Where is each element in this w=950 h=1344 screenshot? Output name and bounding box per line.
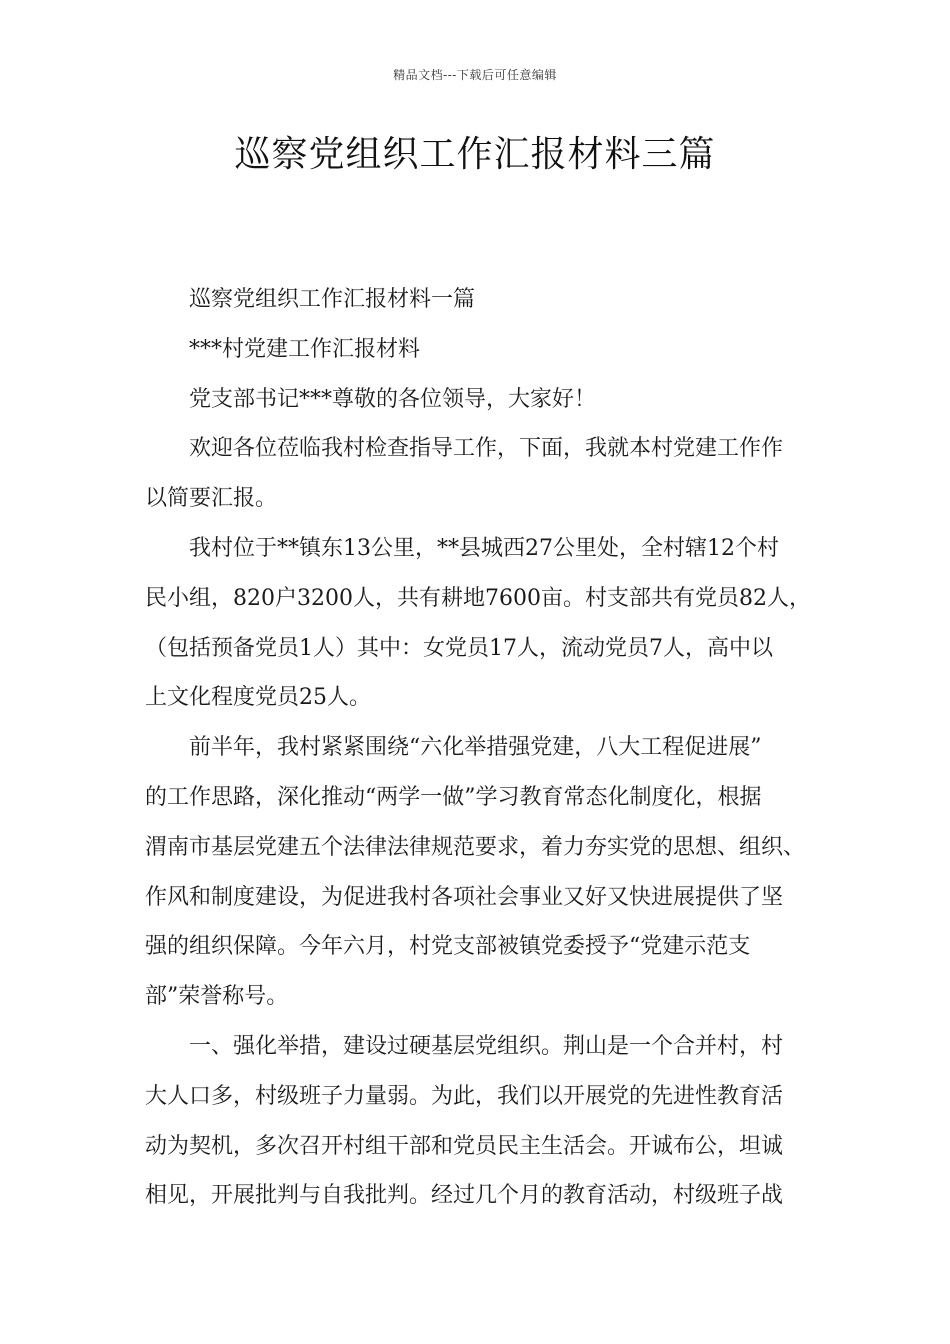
body-line: 前半年，我村紧紧围绕“六化举措强党建，八大工程促进展” <box>189 735 762 761</box>
body-line: 部”荣誉称号。 <box>145 984 289 1010</box>
body-line: 动为契机，多次召开村组干部和党员民主生活会。开诚布公，坦诚 <box>145 1133 784 1159</box>
body-line: 民小组，820户3200人，共有耕地7600亩。村支部共有党员82人， <box>145 585 811 611</box>
document-body <box>145 280 810 1226</box>
body-line: 一、强化举措，建设过硬基层党组织。荆山是一个合并村，村 <box>189 1033 784 1059</box>
document-title: 巡察党组织工作汇报材料三篇 <box>234 134 716 175</box>
body-line: 上文化程度党员25人。 <box>145 685 371 711</box>
body-line: （包括预备党员1人）其中：女党员17人，流动党员7人，高中以 <box>145 635 773 661</box>
body-line: 的工作思路，深化推动“两学一做”学习教育常态化制度化，根据 <box>145 784 762 810</box>
body-line: 渭南市基层党建五个法律法律规范要求，着力夯实党的思想、组织、 <box>145 834 806 860</box>
header-note: 精品文档---下载后可任意编辑 <box>393 68 557 82</box>
body-line: 以简要汇报。 <box>145 486 278 512</box>
body-line: 巡察党组织工作汇报材料一篇 <box>189 287 476 312</box>
body-line: ***村党建工作汇报材料 <box>189 336 421 362</box>
body-line: 相见，开展批判与自我批判。经过几个月的教育活动，村级班子战 <box>145 1183 784 1209</box>
body-line: 党支部书记***尊敬的各位领导，大家好！ <box>189 386 597 412</box>
body-line: 大人口多，村级班子力量弱。为此，我们以开展党的先进性教育活 <box>145 1083 784 1109</box>
body-line: 强的组织保障。今年六月，村党支部被镇党委授予“党建示范支 <box>145 934 751 960</box>
body-line: 我村位于**镇东13公里，**县城西27公里处，全村辖12个村 <box>189 535 779 561</box>
body-line: 作风和制度建设，为促进我村各项社会事业又好又快进展提供了坚 <box>145 884 784 910</box>
body-line: 欢迎各位莅临我村检查指导工作，下面，我就本村党建工作作 <box>189 436 784 462</box>
